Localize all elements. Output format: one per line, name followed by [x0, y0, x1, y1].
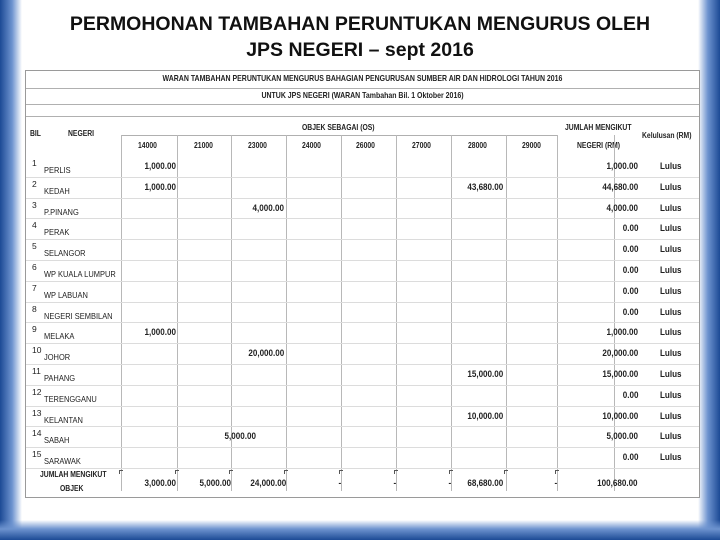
row-status: Lulus [660, 265, 682, 276]
slide-title-line1: PERMOHONAN TAMBAHAN PERUNTUKAN MENGURUS OLEH [69, 13, 651, 35]
row-negeri: PAHANG [44, 373, 76, 383]
row-value-21000: 5,000.00 [224, 431, 256, 443]
row-status: Lulus [660, 306, 682, 318]
grid-col-line-0 [121, 135, 122, 491]
total-label-1: JUMLAH MENGIKUT [40, 470, 107, 479]
row-jumlah: 5,000.00 [606, 431, 638, 443]
total-23000: 24,000.00 [250, 478, 286, 489]
total-14000: 3,000.00 [144, 478, 176, 489]
sheet-header-2: UNTUK JPS NEGERI (WARAN Tambahan Bil. 1 Oktober 2016) [261, 90, 464, 100]
row-line-1 [26, 198, 699, 199]
row-jumlah: 0.00 [622, 306, 638, 318]
objek-code-28000: 28000 [468, 141, 487, 150]
row-line-13 [26, 447, 699, 448]
objek-code-24000: 24000 [302, 141, 321, 150]
objek-code-26000: 26000 [356, 141, 375, 150]
row-line-4 [26, 260, 699, 261]
col-header-jumlah-2: NEGERI (RM) [577, 141, 621, 150]
total-tick-2 [229, 470, 233, 474]
row-status: Lulus [660, 452, 682, 464]
row-bil: 11 [32, 366, 41, 376]
total-tick-0 [119, 470, 123, 474]
row-line-5 [26, 281, 699, 282]
grid-col-line-7 [506, 135, 507, 491]
objek-code-14000: 14000 [138, 141, 157, 150]
row-bil: 5 [32, 241, 37, 252]
col-header-objek: OBJEK SEBAGAI (OS) [302, 123, 375, 132]
row-value-14000: 1,000.00 [144, 181, 176, 193]
objek-code-23000: 23000 [248, 141, 267, 150]
row-value-28000: 43,680.00 [467, 181, 503, 193]
row-negeri: JOHOR [44, 352, 71, 363]
row-jumlah: 0.00 [622, 389, 638, 401]
row-value-23000: 20,000.00 [248, 348, 284, 360]
row-line-9 [26, 364, 699, 365]
row-status: Lulus [660, 389, 682, 401]
row-status: Lulus [660, 410, 682, 422]
row-negeri: SARAWAK [44, 456, 81, 467]
row-status: Lulus [660, 223, 682, 235]
row-status: Lulus [660, 181, 682, 193]
row-bil: 9 [32, 324, 37, 335]
col-header-jumlah-1: JUMLAH MENGIKUT [565, 123, 632, 132]
row-bil: 15 [32, 449, 42, 460]
row-negeri: MELAKA [44, 331, 75, 342]
row-jumlah: 15,000.00 [602, 369, 638, 380]
grid-col-line-3 [286, 135, 287, 491]
row-line-6 [26, 302, 699, 303]
left-border-decoration [0, 0, 22, 540]
right-border-decoration [698, 0, 720, 540]
row-status: Lulus [660, 348, 682, 360]
row-negeri: WP LABUAN [44, 289, 88, 300]
row-line-2 [26, 218, 699, 219]
row-value-14000: 1,000.00 [144, 327, 176, 339]
row-bil: 10 [32, 345, 42, 356]
row-jumlah: 0.00 [622, 265, 638, 276]
col-header-kelulusan: Kelulusan (RM) [642, 131, 692, 140]
total-21000: 5,000.00 [199, 478, 231, 489]
row-negeri: NEGERI SEMBILAN [44, 310, 113, 321]
row-bil: 8 [32, 303, 37, 314]
row-negeri: KELANTAN [44, 414, 83, 425]
row-status: Lulus [660, 244, 682, 256]
spreadsheet-table [25, 70, 700, 498]
grid-line-top-1 [26, 104, 699, 105]
col-header-bil: BIL [30, 129, 41, 138]
row-jumlah: 0.00 [622, 285, 638, 297]
row-line-14 [26, 468, 699, 469]
row-status: Lulus [660, 431, 682, 443]
row-negeri: P.PINANG [44, 206, 79, 217]
objek-code-29000: 29000 [522, 141, 541, 150]
row-status: Lulus [660, 369, 682, 380]
row-jumlah: 20,000.00 [602, 348, 638, 360]
grid-col-line-5 [396, 135, 397, 491]
total-tick-6 [449, 470, 453, 474]
total-24000: - [338, 478, 341, 489]
total-tick-3 [284, 470, 288, 474]
row-bil: 7 [32, 282, 37, 293]
total-tick-8 [555, 470, 559, 474]
row-jumlah: 44,680.00 [602, 181, 638, 193]
row-bil: 4 [32, 220, 37, 231]
row-jumlah: 4,000.00 [606, 202, 638, 214]
row-value-14000: 1,000.00 [144, 161, 176, 172]
row-bil: 14 [32, 428, 42, 439]
row-negeri: KEDAH [44, 185, 70, 196]
row-negeri: PERLIS [44, 165, 71, 175]
row-jumlah: 0.00 [622, 223, 638, 235]
row-negeri: PERAK [44, 227, 70, 238]
row-status: Lulus [660, 161, 682, 172]
grid-col-line-8 [557, 135, 558, 491]
grid-line-objek [121, 135, 557, 136]
grid-col-line-1 [177, 135, 178, 491]
row-jumlah: 1,000.00 [606, 327, 638, 339]
row-jumlah: 0.00 [622, 244, 638, 256]
total-tick-1 [175, 470, 179, 474]
col-header-negeri: NEGERI [68, 129, 95, 138]
grid-line-top-2 [26, 116, 699, 117]
row-negeri: SABAH [44, 435, 70, 446]
row-negeri: WP KUALA LUMPUR [44, 269, 116, 279]
row-status: Lulus [660, 202, 682, 214]
row-jumlah: 0.00 [622, 452, 638, 464]
grid-line-top-0 [26, 88, 699, 89]
row-jumlah: 1,000.00 [606, 161, 638, 172]
total-29000: - [554, 478, 557, 489]
row-value-23000: 4,000.00 [252, 202, 284, 214]
sheet-header-1: WARAN TAMBAHAN PERUNTUKAN MENGURUS BAHAGIAN PENGURUSAN SUMBER AIR DAN HIDROLOGI TAHUN 2016 [162, 73, 563, 83]
total-label-2: OBJEK [60, 484, 84, 493]
row-bil: 13 [32, 407, 42, 418]
row-bil: 1 [32, 158, 37, 168]
row-negeri: TERENGGANU [44, 393, 97, 404]
row-line-11 [26, 406, 699, 407]
total-28000: 68,680.00 [467, 478, 503, 489]
total-jumlah: 100,680.00 [597, 478, 638, 489]
grid-col-line-6 [451, 135, 452, 491]
row-line-12 [26, 426, 699, 427]
row-status: Lulus [660, 285, 682, 297]
slide-title-line2: JPS NEGERI – sept 2016 [246, 39, 474, 61]
row-bil: 2 [32, 178, 37, 189]
total-tick-7 [504, 470, 508, 474]
row-value-28000: 10,000.00 [467, 410, 503, 422]
row-line-10 [26, 385, 699, 386]
row-status: Lulus [660, 327, 682, 339]
row-bil: 3 [32, 199, 37, 210]
grid-col-line-4 [341, 135, 342, 491]
total-27000: - [448, 478, 451, 489]
row-line-8 [26, 343, 699, 344]
row-line-0 [26, 177, 699, 178]
bottom-border-decoration [0, 520, 720, 540]
total-tick-5 [394, 470, 398, 474]
objek-code-27000: 27000 [412, 141, 431, 150]
total-26000: - [393, 478, 396, 489]
row-bil: 12 [32, 386, 42, 397]
row-line-7 [26, 322, 699, 323]
row-negeri: SELANGOR [44, 248, 86, 259]
row-jumlah: 10,000.00 [602, 410, 638, 422]
row-bil: 6 [32, 262, 37, 272]
objek-code-21000: 21000 [194, 141, 213, 150]
row-value-28000: 15,000.00 [467, 369, 503, 380]
total-tick-4 [339, 470, 343, 474]
row-line-3 [26, 239, 699, 240]
